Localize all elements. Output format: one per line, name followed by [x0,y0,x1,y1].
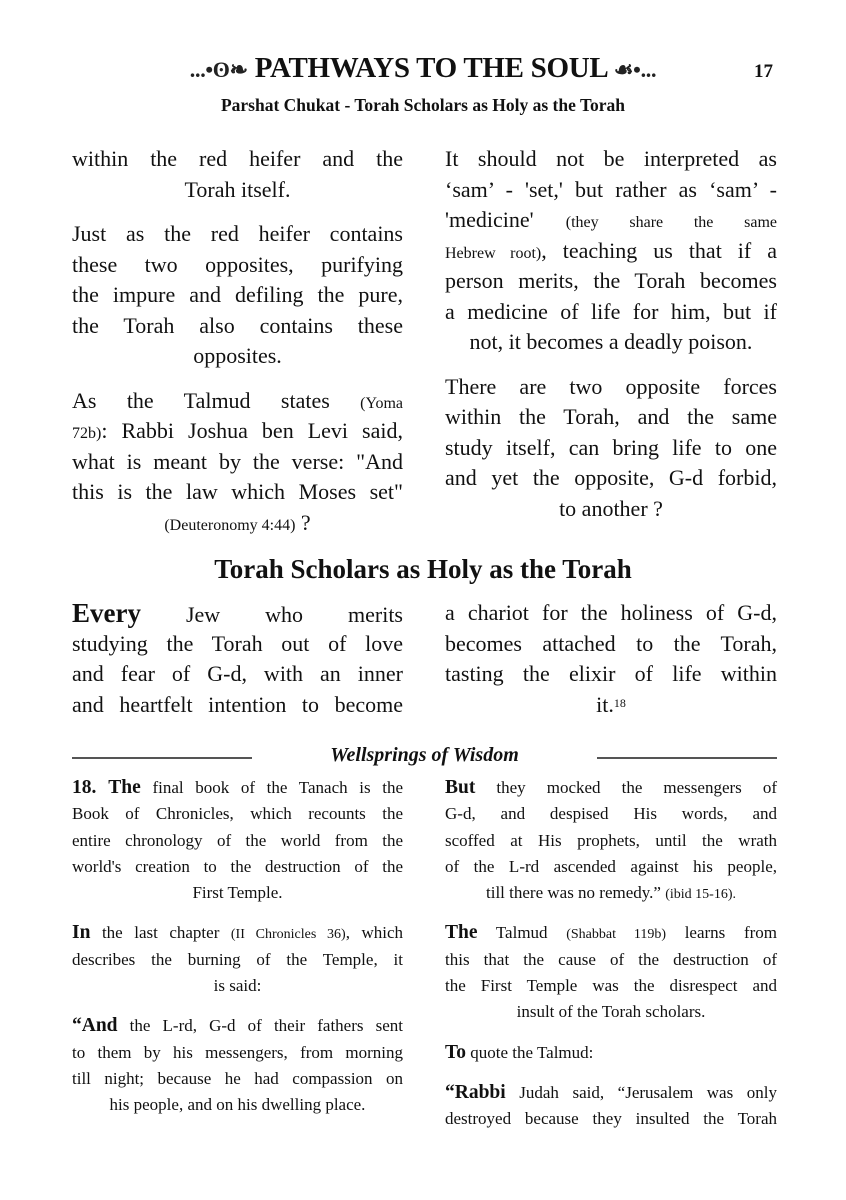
text-line [72,659,403,690]
text-line [445,327,777,358]
text-line [72,880,403,906]
text-run: (they share the same [565,214,777,231]
text-run: But [445,777,476,798]
text-line [445,175,777,206]
text-line [72,386,403,417]
text-run: (Yoma [360,394,403,412]
paragraph [72,920,403,999]
text-run: opposites. [193,343,282,368]
text-run: they mocked the messengers of [475,778,777,797]
text-line [445,494,777,525]
text-line [445,690,777,721]
text-line [445,144,777,175]
paragraph [445,372,777,525]
ornament-right-icon: ☙•... [613,57,657,82]
text-run: tasting the elixir of life within [445,661,777,686]
page-number: 17 [754,61,773,82]
text-run: destroyed because they insulted the Torah [445,1109,777,1129]
footnote-left-column [72,775,403,1133]
text-line [445,297,777,328]
text-line [445,236,777,267]
text-run: describes the burning of the Temple, it [72,949,403,969]
top-left-column [72,144,403,552]
text-run: (ibid 15-16). [665,887,736,903]
text-run: The [445,922,478,944]
text-run: (Shabbat 119b) [566,927,667,943]
book-title-text: PATHWAYS TO THE SOUL [254,52,607,84]
text-run: what is meant by the verse: "And [72,448,403,474]
paragraph [72,144,403,205]
text-line [445,1080,777,1106]
text-run: within the Torah, and the same [445,404,777,429]
top-right-column [445,144,777,538]
text-run: to them by his messengers, from morning [72,1042,403,1062]
text-run: “And [72,1015,118,1037]
text-run: In [72,922,91,944]
paragraph [445,775,777,906]
text-run: 72b) [72,425,102,442]
text-line [445,1040,777,1066]
paragraph [72,598,403,720]
text-run: world's creation to the destruction of the [72,856,403,876]
text-run: G-d, and despised His words, and [445,804,777,824]
paragraph [72,219,403,372]
text-line [72,508,403,539]
ornament-left-icon: ...•ʘ❧ [189,57,248,82]
text-run: Hebrew root) [445,244,542,262]
text-run: 'medicine' [445,207,566,232]
text-run: this that the cause of the destruction of [445,949,777,969]
text-run: the Torah also contains these [72,312,403,338]
text-line [72,341,403,372]
paragraph [445,598,777,720]
text-run: the L-rd, G-d of their fathers sent [117,1016,403,1036]
text-line [445,801,777,827]
text-run: becomes attached to the Torah, [445,630,777,656]
text-line [445,205,777,236]
text-run: it. [596,691,614,717]
text-run: Talmud [477,923,567,943]
text-line [445,402,777,433]
text-line [72,690,403,721]
text-line [72,447,403,478]
text-run: a chariot for the holiness of G-d, [445,600,777,625]
text-run: insult of the Torah scholars. [516,1002,706,1022]
chapter-subtitle: Parshat Chukat - Torah Scholars as Holy as the Torah [220,95,626,115]
text-line [445,947,777,973]
text-run: to another ? [559,495,663,521]
text-line [72,1013,403,1039]
text-run: quote the Talmud: [465,1042,594,1062]
text-run: and fear of G-d, with an inner [72,661,403,686]
text-line [72,1092,403,1118]
text-line [72,828,403,854]
text-run: this is the law which Moses set" [72,479,403,504]
text-run: not, it becomes a deadly poison. [469,329,753,354]
text-run: a medicine of life for him, but if [445,298,777,324]
text-run: learns from [666,923,777,943]
text-run: Every [72,598,141,628]
text-run: As the Talmud states [72,387,361,413]
text-run: To [445,1041,466,1063]
text-line [72,311,403,342]
text-run: the First Temple was the disrespect and [445,976,777,996]
text-line [72,598,403,629]
text-run: : Rabbi Joshua ben Levi said, [101,418,403,443]
text-line [72,416,403,447]
text-run: study itself, can bring life to one [445,434,777,460]
text-run: within the red heifer and the [72,146,403,171]
text-run: till night; because he had compassion on [72,1068,403,1088]
divider-label: Wellsprings of Wisdom [326,744,523,766]
text-run: Jew who merits [140,602,403,627]
text-run: “Rabbi [445,1081,506,1103]
text-line [72,775,403,801]
text-line [72,801,403,827]
footnote-ref: 18 [613,695,626,710]
text-run: the last chapter [90,923,231,943]
text-line [72,947,403,973]
section-right-column [445,598,777,734]
text-run: It should not be interpreted as [445,146,777,171]
text-run: (Deuteronomy 4:44) [164,516,296,534]
text-line [445,880,777,906]
text-run: ? [295,509,311,535]
text-line [72,973,403,999]
footnote-divider [72,744,777,770]
footnote-right-column [445,775,777,1147]
text-line [445,463,777,494]
text-run: the impure and defiling the pure, [72,282,403,307]
text-line [445,1106,777,1132]
text-run: , teaching us that if a [541,237,777,263]
text-run: entire chronology of the world from the [72,830,403,850]
text-run: Judah said, “Jerusalem was only [505,1082,777,1102]
paragraph [72,775,403,906]
text-line [72,219,403,250]
text-line [72,629,403,660]
text-run: till there was no remedy.” [486,883,666,903]
text-line [445,973,777,999]
text-line [72,854,403,880]
text-line [445,598,777,629]
text-run: Book of Chronicles, which recounts the [72,804,403,824]
text-run: , which [345,923,404,943]
text-line [72,175,403,206]
text-line [72,280,403,311]
text-run: There are two opposite forces [445,373,777,399]
text-run: ‘sam’ - 'set,' but rather as ‘sam’ - [445,176,777,202]
text-line [72,1040,403,1066]
text-run: (II Chronicles 36) [230,927,346,943]
book-title [110,52,736,85]
paragraph [445,920,777,1025]
text-run: person merits, the Torah becomes [445,268,777,293]
text-line [445,999,777,1025]
text-line [72,250,403,281]
section-heading: Torah Scholars as Holy as the Torah [214,554,632,584]
text-line [445,775,777,801]
text-run: is said: [213,976,262,996]
text-line [445,659,777,690]
text-run: Just as the red heifer contains [72,221,403,246]
text-run: of the L-rd ascended against his people, [445,856,777,876]
text-run: Torah itself. [184,176,291,202]
text-run: First Temple. [192,883,283,903]
text-line [445,433,777,464]
text-run: 18. The [72,777,141,798]
paragraph [445,144,777,358]
text-run: his people, and on his dwelling place. [109,1095,366,1115]
text-line [445,920,777,946]
text-run: these two opposites, purifying [72,251,403,277]
text-line [445,828,777,854]
text-line [445,372,777,403]
text-run: scoffed at His prophets, until the wrath [445,830,777,850]
text-run: and heartfelt intention to become [72,691,403,717]
text-line [445,854,777,880]
text-run: and yet the opposite, G-d forbid, [445,465,777,490]
text-run: studying the Torah out of love [72,630,403,656]
text-line [445,629,777,660]
text-run: final book of the Tanach is the [140,778,403,797]
paragraph [72,386,403,539]
paragraph [445,1040,777,1066]
text-line [445,266,777,297]
paragraph [72,1013,403,1118]
section-left-column [72,598,403,734]
text-line [72,920,403,946]
paragraph [445,1080,777,1133]
text-line [72,144,403,175]
text-line [72,477,403,508]
text-line [72,1066,403,1092]
